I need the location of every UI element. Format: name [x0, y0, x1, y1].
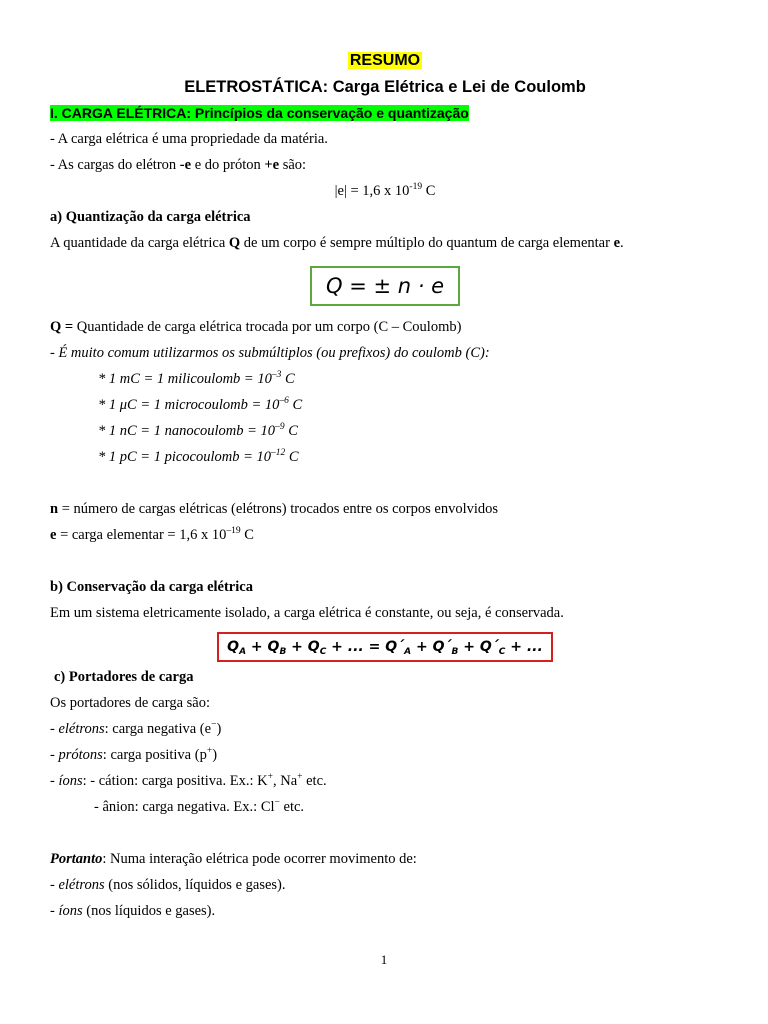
resumo-label: [50, 48, 720, 74]
formula-box-conservation: [50, 626, 720, 664]
resumo-highlight: RESUMO: [349, 52, 421, 69]
formula-box-quantization: [50, 256, 720, 314]
prefix-intro: - É muito comum utilizarmos os submúltiplos (ou prefixos) do coulomb (C):: [50, 345, 490, 361]
document-page: [50, 48, 720, 924]
subheading-conservacao: b) Conservação da carga elétrica: [50, 579, 253, 595]
conclusion-item-ions: - íons (nos líquidos e gases).: [50, 903, 216, 919]
subheading-quantizacao: a) Quantização da carga elétrica: [50, 209, 251, 225]
subheading-portadores: c) Portadores de carga: [54, 669, 194, 685]
prefix-item: * 1 μC = 1 microcoulomb = $10^{-6}$ C: [98, 396, 303, 413]
prefix-item: * 1 pC = 1 picocoulomb = $10^{-12}$ C: [98, 448, 299, 465]
paragraph-propriedade: - A carga elétrica é uma propriedade da matéria.: [50, 131, 328, 147]
paragraph-portanto: Portanto: Numa interação elétrica pode ocorrer movimento de:: [50, 851, 417, 867]
definition-e: e = carga elementar = 1,6 x $10^{-19}$ C: [50, 526, 254, 543]
paragraph-portadores: Os portadores de carga são:: [50, 695, 210, 711]
prefix-item: * 1 mC = 1 milicoulomb = $10^{-3}$ C: [98, 370, 295, 387]
carrier-protons: - prótons: carga positiva (p+): [50, 746, 218, 763]
elementary-charge-value: |e| = 1,6 x $10^{-19}$ C: [334, 182, 436, 199]
carrier-anion: - ânion: carga negativa. Ex.: Cl− etc.: [94, 798, 305, 815]
definition-q: Q = Quantidade de carga elétrica trocada por um corpo (C – Coulomb): [50, 319, 462, 335]
spacer: [50, 470, 720, 496]
prefix-item: * 1 nC = 1 nanocoulomb = $10^{-9}$ C: [98, 422, 298, 439]
formula-q-ne: Q = ± n · e: [310, 266, 460, 306]
formula-conservation: $Q_A + Q_B + Q_C$ + ... = $Q´_A$ + $Q´_B$ + $Q´_C$ + ...: [217, 632, 553, 662]
paragraph-quantidade: A quantidade da carga elétrica Q de um corpo é sempre múltiplo do quantum de carga elementar e.: [50, 235, 624, 251]
spacer: [50, 820, 720, 846]
carrier-electrons: - elétrons: carga negativa (e−): [50, 720, 222, 737]
carrier-ions: - íons: - cátion: carga positiva. Ex.: K+, Na+ etc.: [50, 772, 327, 789]
definition-n: n = número de cargas elétricas (elétrons) trocados entre os corpos envolvidos: [50, 501, 499, 517]
conclusion-item-electrons: - elétrons (nos sólidos, líquidos e gases).: [50, 877, 286, 893]
paragraph-cargas: - As cargas do elétron -e e do próton +e são:: [50, 157, 307, 173]
page-number: 1: [380, 952, 388, 967]
page-title: ELETROSTÁTICA: Carga Elétrica e Lei de Coulomb: [184, 78, 586, 96]
paragraph-conservacao: Em um sistema eletricamente isolado, a carga elétrica é constante, ou seja, é conservada.: [50, 605, 564, 621]
spacer: [50, 548, 720, 574]
section-heading-carga: I. CARGA ELÉTRICA: Princípios da conservação e quantização: [50, 105, 469, 121]
